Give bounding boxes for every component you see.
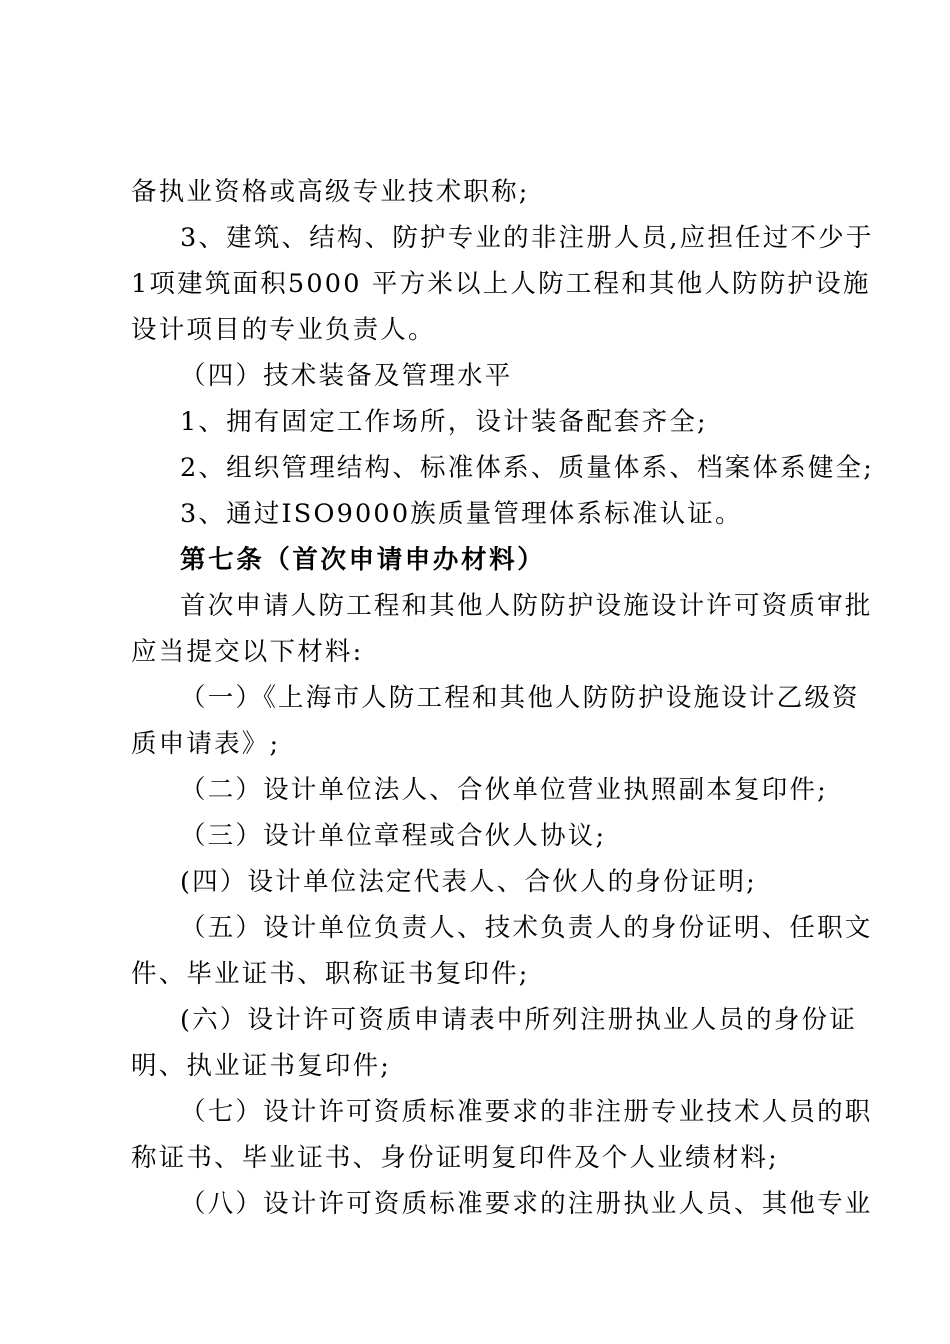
text-line: 3、建筑、结构、防护专业的非注册人员,应担任过不少于 (180, 223, 874, 253)
text-line: 质申请表》; (131, 729, 281, 759)
text-line: (四）设计单位法定代表人、合伙人的身份证明; (180, 867, 757, 897)
text-line: 备执业资格或高级专业技术职称; (131, 177, 530, 207)
text-line: 1、拥有固定工作场所，设计装备配套齐全; (180, 407, 708, 437)
text-line: （二）设计单位法人、合伙单位营业执照副本复印件; (180, 775, 828, 805)
text-line: （一）《上海市人防工程和其他人防防护设施设计乙级资 (180, 683, 860, 713)
text-line: 件、毕业证书、职称证书复印件; (131, 959, 530, 989)
text-line: （三）设计单位章程或合伙人协议; (180, 821, 607, 851)
text-line: （七）设计许可资质标准要求的非注册专业技术人员的职 (180, 1097, 873, 1127)
text-line: （八）设计许可资质标准要求的注册执业人员、其他专业 (180, 1189, 873, 1219)
text-line: 3、通过ISO9000族质量管理体系标准认证。 (180, 499, 743, 529)
text-line: 设计项目的专业负责人。 (131, 315, 436, 345)
section-heading: （四）技术装备及管理水平 (180, 361, 513, 391)
text-line: （五）设计单位负责人、技术负责人的身份证明、任职文 (180, 913, 873, 943)
text-line: 2、组织管理结构、标准体系、质量体系、档案体系健全; (180, 453, 875, 483)
text-line: 应当提交以下材料: (131, 637, 364, 667)
text-line: (六）设计许可资质申请表中所列注册执业人员的身份证 (180, 1005, 857, 1035)
text-line: 明、执业证书复印件; (131, 1051, 392, 1081)
text-line: 1项建筑面积5000 平方米以上人防工程和其他人防防护设施 (131, 269, 871, 299)
text-line: 首次申请人防工程和其他人防防护设施设计许可资质审批 (180, 591, 873, 621)
text-line: 称证书、毕业证书、身份证明复印件及个人业绩材料; (131, 1143, 779, 1173)
article-heading: 第七条（首次申请申办材料） (180, 545, 546, 575)
